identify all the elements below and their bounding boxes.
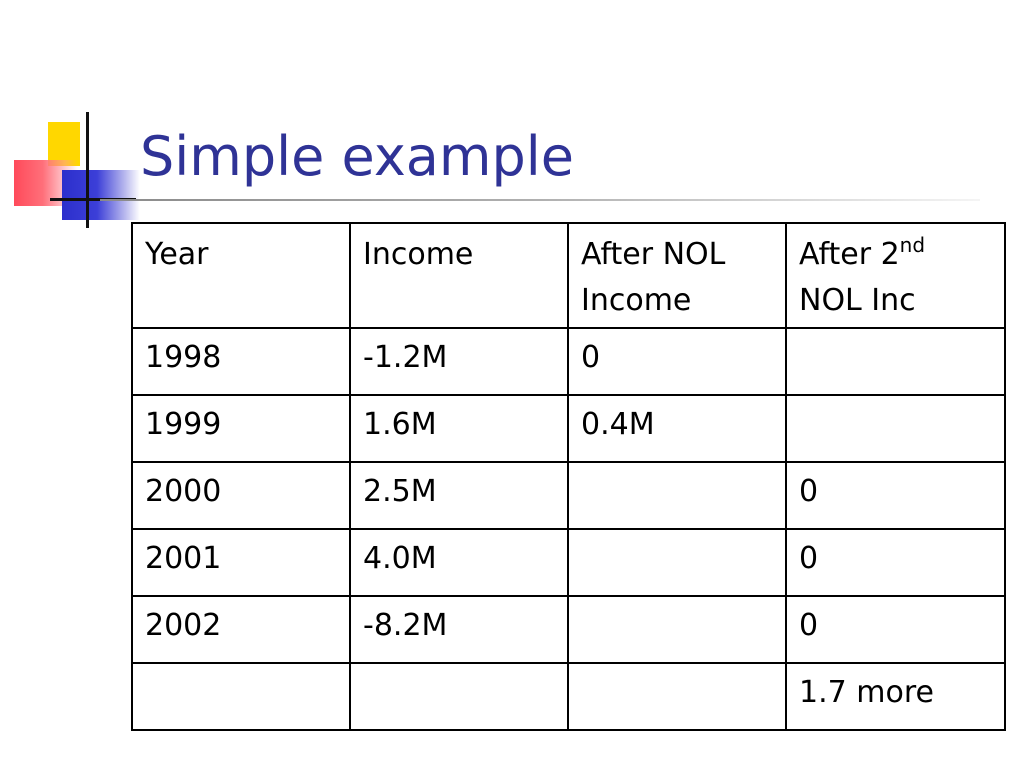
- table-cell: 2.5M: [350, 462, 568, 529]
- header-cell-year: [132, 223, 350, 328]
- table-cell: [568, 462, 786, 529]
- table-row: [132, 529, 1005, 596]
- table-row: [132, 596, 1005, 663]
- table-cell: 1998: [132, 328, 350, 395]
- header-label: Income: [363, 237, 474, 272]
- header-cell-income: [350, 223, 568, 328]
- table-cell: 0: [786, 596, 1005, 663]
- table-row: [132, 663, 1005, 730]
- header-label-line2: NOL Inc: [799, 283, 916, 318]
- table-cell: 0: [786, 462, 1005, 529]
- header-cell-after-2nd-nol-inc: [786, 223, 1005, 328]
- table-cell: 1.6M: [350, 395, 568, 462]
- table-cell: 0: [786, 529, 1005, 596]
- table-cell: [132, 663, 350, 730]
- header-cell-after-nol-income: [568, 223, 786, 328]
- table-cell: -1.2M: [350, 328, 568, 395]
- blue-square: [62, 170, 140, 220]
- table-cell: -8.2M: [350, 596, 568, 663]
- table-row: [132, 395, 1005, 462]
- table-cell: [568, 529, 786, 596]
- table-cell: 1.7 more: [786, 663, 1005, 730]
- table-cell: 1999: [132, 395, 350, 462]
- header-label: Year: [145, 237, 209, 272]
- table-cell: [786, 395, 1005, 462]
- table-cell: 2002: [132, 596, 350, 663]
- table-cell: [568, 663, 786, 730]
- vertical-line: [86, 112, 89, 228]
- slide-title: Simple example: [140, 125, 574, 188]
- table-cell: 2000: [132, 462, 350, 529]
- table-cell: 4.0M: [350, 529, 568, 596]
- header-label: After NOL: [581, 237, 726, 272]
- header-label: After 2: [799, 237, 900, 272]
- table-cell: [568, 596, 786, 663]
- header-superscript: nd: [899, 233, 926, 257]
- table-row: [132, 462, 1005, 529]
- table-cell: [786, 328, 1005, 395]
- header-label-line2: Income: [581, 283, 692, 318]
- table-cell: [350, 663, 568, 730]
- table-header-row: [132, 223, 1005, 328]
- table-cell: 2001: [132, 529, 350, 596]
- table-cell: 0.4M: [568, 395, 786, 462]
- cross-squares-logo-icon: [0, 0, 140, 240]
- nol-table: [131, 222, 1006, 731]
- title-rule: [100, 199, 980, 201]
- table-cell: 0: [568, 328, 786, 395]
- table-row: [132, 328, 1005, 395]
